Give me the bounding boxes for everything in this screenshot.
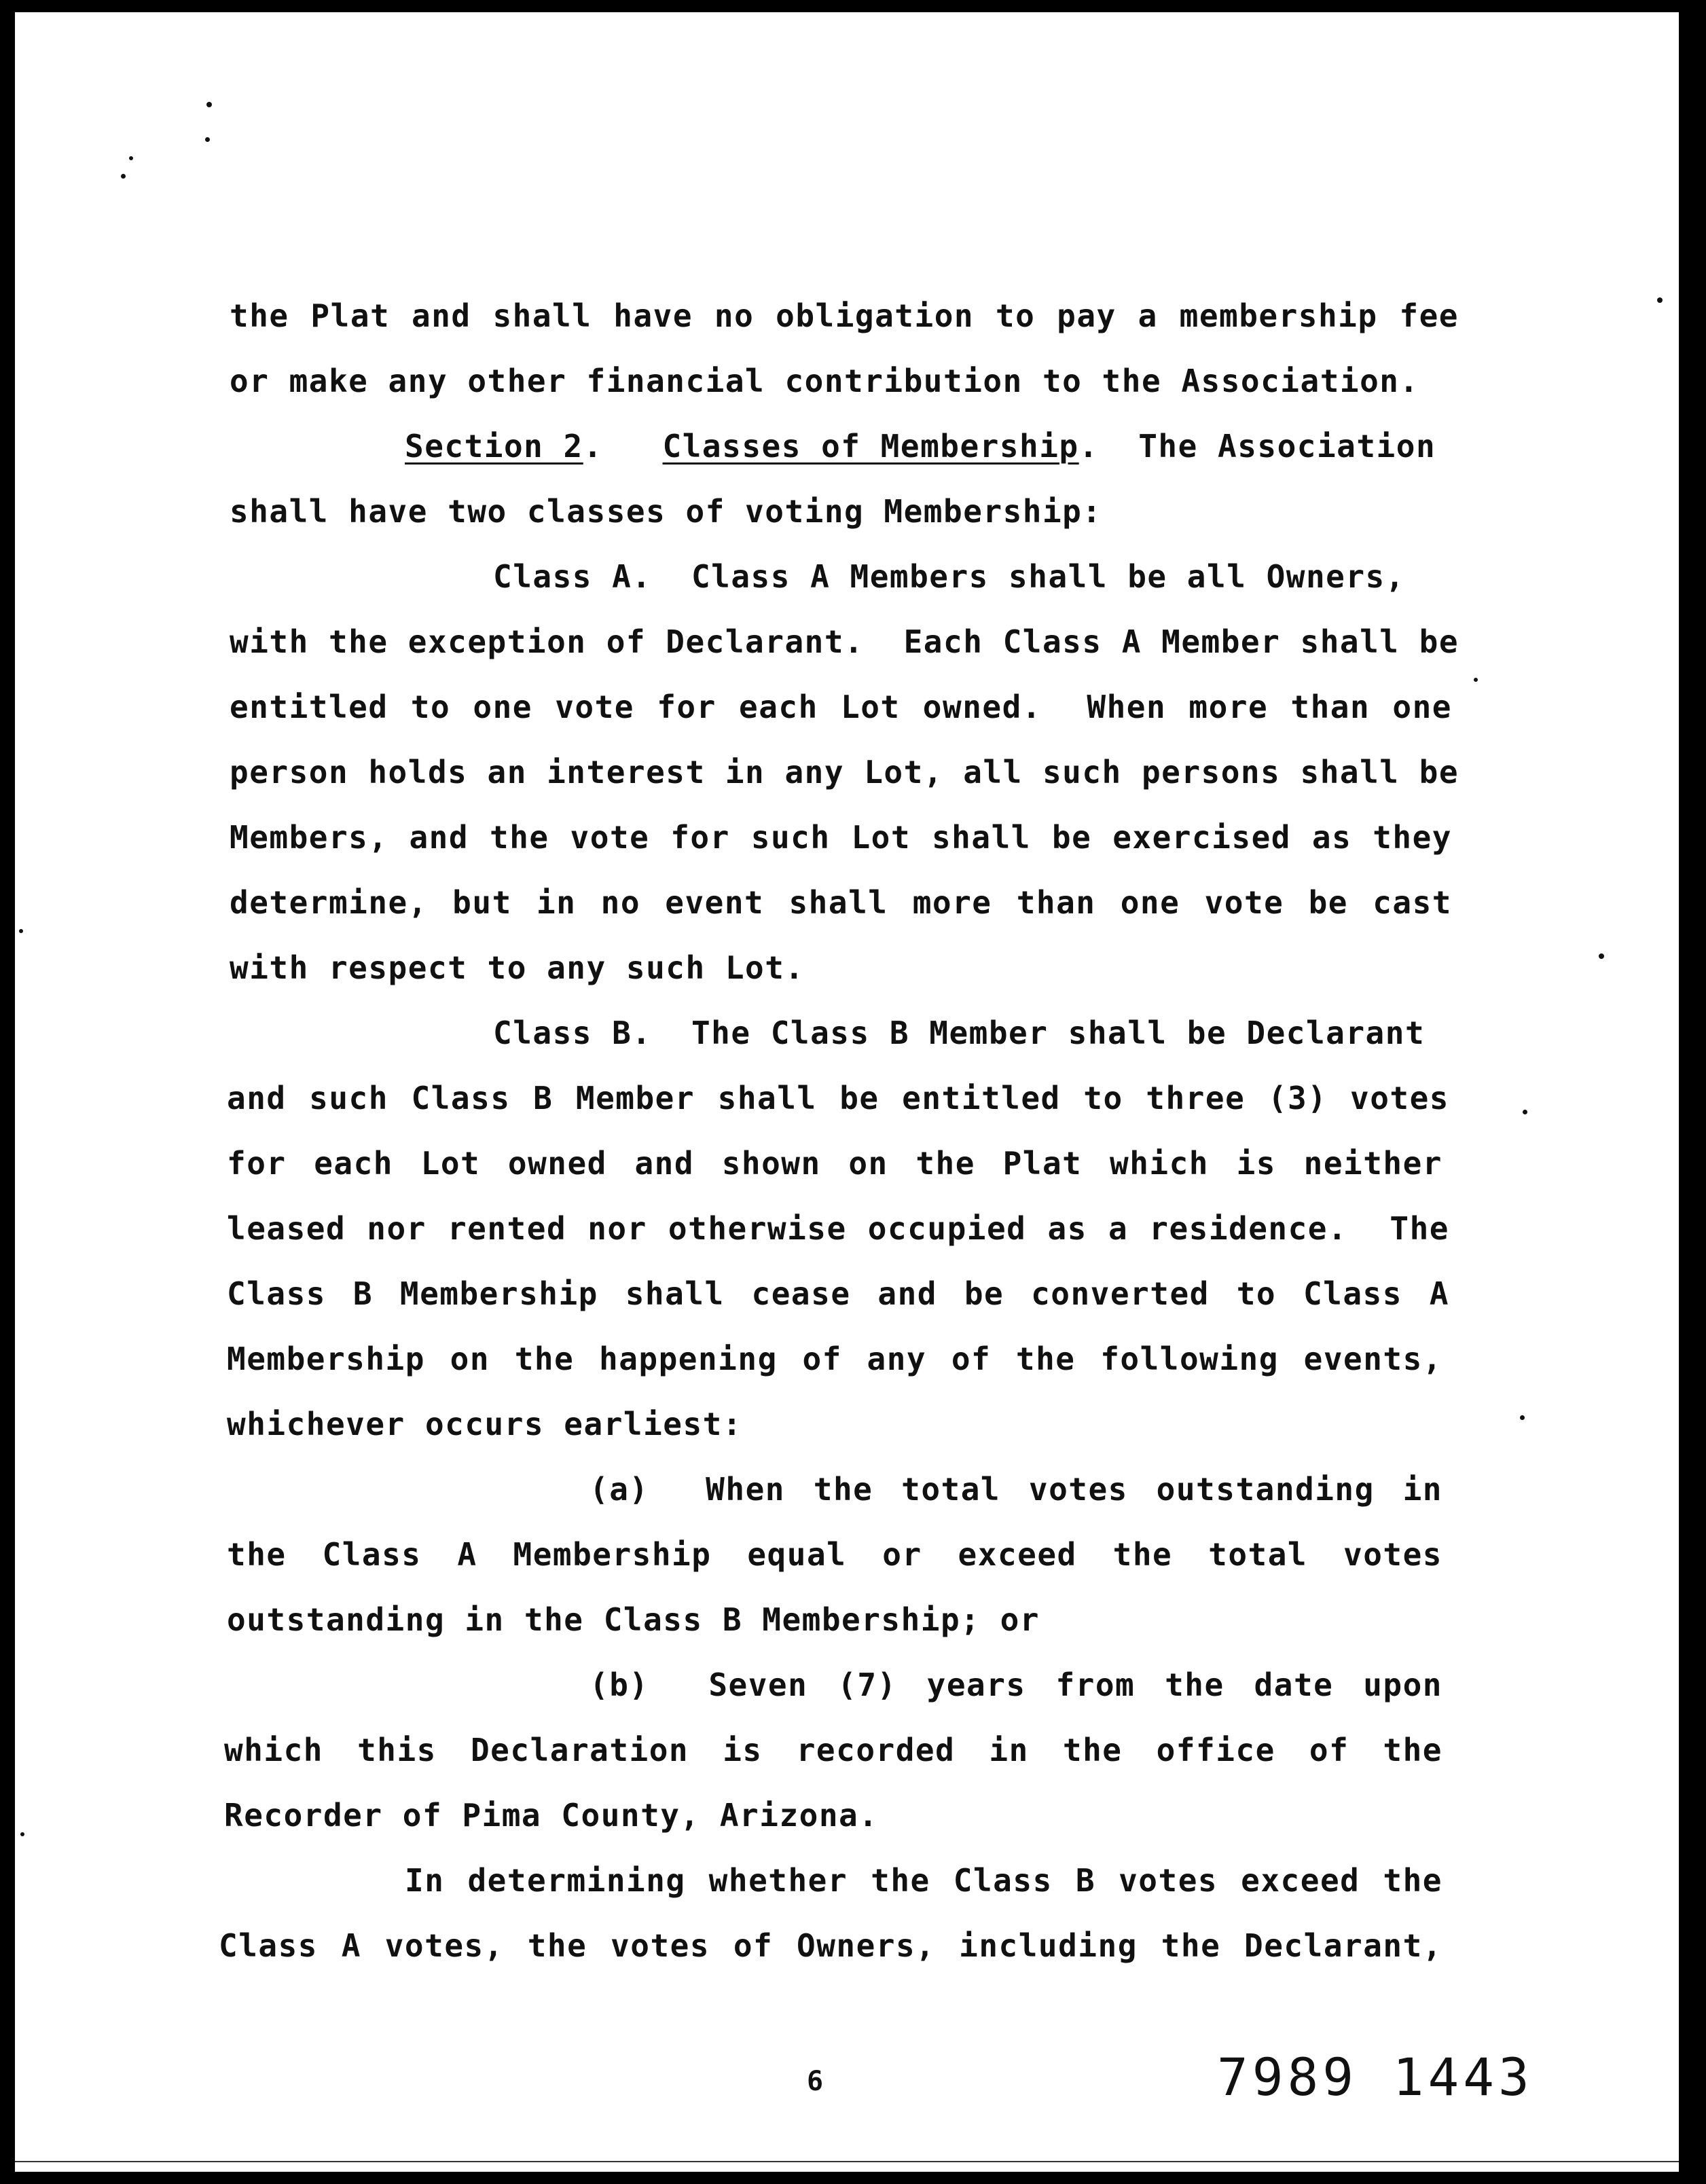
text-line-23: which this Declaration is recorded in the office of the <box>224 1732 1442 1768</box>
section-number: Section 2 <box>405 428 583 465</box>
bottom-edge-rule <box>15 2161 1679 2162</box>
text-line-2: or make any other financial contribution to the Association. <box>230 363 1419 399</box>
scan-speck <box>205 137 210 142</box>
text-line-10: determine, but in no event shall more than one vote be cast <box>230 884 1452 921</box>
scan-speck <box>1474 678 1478 682</box>
text-line-8: person holds an interest in any Lot, all such persons shall be <box>230 754 1459 790</box>
text-line-18: whichever occurs earliest: <box>227 1406 743 1442</box>
item-a-line: (a) When the total votes outstanding in <box>589 1471 1442 1508</box>
scan-speck <box>1520 1415 1525 1420</box>
scan-speck <box>121 174 126 179</box>
document-body <box>15 12 1679 2172</box>
text-line-25: In determining whether the Class B votes exceed the <box>405 1862 1442 1899</box>
text-line-17: Membership on the happening of any of the following events, <box>227 1341 1442 1377</box>
text-line-11: with respect to any such Lot. <box>230 949 805 986</box>
class-a-heading-line: Class A. Class A Members shall be all Owners, <box>493 558 1405 595</box>
class-b-heading-line: Class B. The Class B Member shall be Declarant <box>493 1015 1426 1051</box>
recording-number: 7989 1443 <box>1217 2047 1533 2107</box>
scan-speck <box>20 1832 24 1836</box>
section-heading-line <box>405 428 1436 465</box>
item-b-line: (b) Seven (7) years from the date upon <box>589 1667 1442 1703</box>
text-line-15: leased nor rented nor otherwise occupied as a residence. The <box>227 1210 1449 1247</box>
section-heading-rest: . The Association <box>1078 428 1436 465</box>
text-line-13: and such Class B Member shall be entitled to three (3) votes <box>227 1080 1449 1116</box>
section-title: Classes of Membership <box>662 428 1079 465</box>
scan-speck <box>19 929 23 933</box>
text-line-9: Members, and the vote for such Lot shall be exercised as they <box>230 819 1452 856</box>
text-line-1: the Plat and shall have no obligation to pay a membership fee <box>230 297 1459 334</box>
text-line-21: outstanding in the Class B Membership; or <box>227 1601 1040 1638</box>
text-line-7: entitled to one vote for each Lot owned. When more than one <box>230 689 1452 725</box>
text-line-14: for each Lot owned and shown on the Plat which is neither <box>227 1145 1442 1182</box>
text-line-24: Recorder of Pima County, Arizona. <box>224 1797 879 1834</box>
scan-speck <box>206 102 212 107</box>
page-number: 6 <box>807 2066 824 2097</box>
scan-speck <box>1523 1110 1527 1114</box>
text-line-16: Class B Membership shall cease and be converted to Class A <box>227 1275 1449 1312</box>
scan-speck <box>1657 297 1663 303</box>
text-line-6: with the exception of Declarant. Each Class A Member shall be <box>230 623 1459 660</box>
document-page <box>15 12 1679 2172</box>
section-dot: . <box>583 428 603 465</box>
text-line-20: the Class A Membership equal or exceed the total votes <box>227 1536 1442 1573</box>
text-line-26: Class A votes, the votes of Owners, including the Declarant, <box>219 1927 1442 1964</box>
text-line-4: shall have two classes of voting Membership: <box>230 493 1102 530</box>
scan-speck <box>129 156 133 160</box>
scan-speck <box>1599 953 1604 959</box>
